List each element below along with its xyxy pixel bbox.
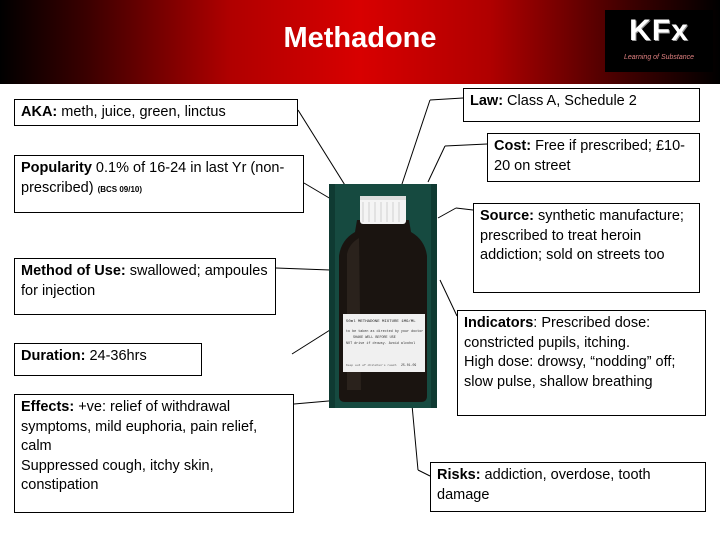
risks-text: addiction, overdose, tooth damage	[437, 467, 651, 503]
line-law-b	[400, 100, 430, 190]
risks-label: Risks:	[437, 467, 481, 483]
bottle-label-line-3: SHAKE WELL BEFORE USE	[353, 336, 396, 340]
effects-text-line-2: Suppressed cough, itchy skin, constipation	[21, 457, 214, 493]
method-of-use-box	[14, 258, 276, 315]
line-cost	[445, 144, 487, 146]
source-label: Source:	[480, 208, 534, 224]
indicators-text-line-2: High dose: drowsy, “nodding” off; slow pulse, shallow breathing	[464, 354, 676, 390]
line-cost-b	[428, 146, 445, 182]
logo-text: KFx	[629, 14, 689, 47]
aka-box	[14, 99, 298, 126]
law-text: Class A, Schedule 2	[503, 93, 637, 109]
duration-label: Duration:	[21, 348, 86, 364]
popularity-box	[14, 155, 304, 213]
aka-label: AKA:	[21, 104, 58, 120]
method-label: Method of Use:	[21, 263, 126, 279]
line-indicators	[440, 280, 457, 316]
popularity-label: Popularity	[21, 160, 92, 176]
cost-box	[487, 133, 700, 182]
line-law	[430, 98, 463, 100]
bottle-label-line-4: NOT drive if drowsy. Avoid alcohol	[346, 342, 416, 346]
effects-label: Effects:	[21, 399, 75, 415]
risks-box	[430, 462, 706, 512]
aka-text: meth, juice, green, linctus	[57, 104, 226, 120]
page-title: Methadone	[283, 22, 437, 54]
effects-box	[14, 394, 294, 513]
popularity-text: 0.1% of 16-24 in last Yr (non-prescribed)	[21, 160, 285, 196]
line-source	[456, 208, 473, 210]
popularity-source: (BCS 09/10)	[97, 184, 143, 194]
source-text: synthetic manufacture; prescribed to treat heroin addiction; sold on streets too	[480, 208, 684, 263]
source-box	[473, 203, 700, 293]
cost-label: Cost:	[494, 138, 532, 154]
line-duration	[292, 330, 330, 354]
law-box	[463, 88, 700, 122]
indicators-label: Indicators	[464, 315, 534, 331]
law-label: Law:	[470, 93, 504, 109]
duration-box	[14, 343, 202, 376]
bottle-label-line-6: 25.01.09	[401, 363, 417, 367]
indicators-text: : Prescribed dose: constricted pupils, itching.	[464, 315, 651, 351]
bottle-label-line-5: Keep out of children's reach	[346, 364, 397, 367]
bottle-label-line-2: to be taken as directed by your doctor	[346, 330, 424, 334]
method-text: swallowed; ampoules for injection	[21, 263, 268, 299]
line-aka	[298, 110, 348, 190]
line-risks	[418, 470, 430, 476]
line-method	[276, 268, 330, 270]
duration-text: 24-36hrs	[85, 348, 147, 364]
cost-text: Free if prescribed; £10-20 on street	[494, 138, 685, 174]
indicators-box	[457, 310, 706, 416]
effects-text: +ve: relief of withdrawal symptoms, mild euphoria, pain relief, calm	[21, 399, 258, 454]
bottle-label-line-1: 50ml METHADONE MIXTURE 1MG/ML	[346, 320, 416, 324]
methadone-bottle-image	[329, 184, 437, 408]
logo-tagline: Learning of Substance	[623, 54, 695, 61]
line-source-b	[438, 208, 456, 218]
line-risks-b	[412, 405, 418, 470]
